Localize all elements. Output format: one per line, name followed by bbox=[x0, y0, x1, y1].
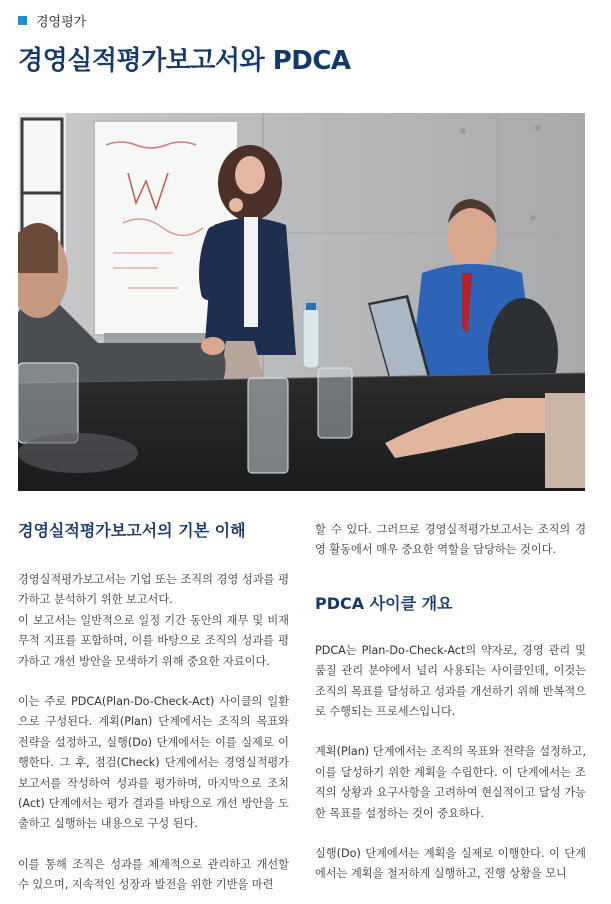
category-label bbox=[18, 11, 86, 30]
category-marker-icon bbox=[18, 16, 27, 25]
section-heading-basics: 경영실적평가보고서의 기본 이해 bbox=[18, 521, 246, 540]
paragraph: 이를 통해 조직은 성과를 체계적으로 관리하고 개선할 수 있으며, 지속적인 성장과 발전을 위한 기반을 마련 bbox=[18, 857, 289, 892]
section-heading-pdca: PDCA 사이클 개요 bbox=[315, 593, 453, 613]
paragraph: PDCA는 Plan-Do-Check-Act의 약자로, 경영 관리 및 품질 관리 분야에서 널리 사용되는 사이클인데, 이것는 조직의 목표를 달성하고 성과를 개선하기 위해 반복적으로 수행되는 프로세스입니다. bbox=[315, 643, 586, 719]
paragraph: 할 수 있다. 그러므로 경영실적평가보고서는 조직의 경영 활동에서 매우 중요한 역할을 담당하는 것이다. bbox=[315, 523, 586, 557]
paragraph: 이는 주로 PDCA(Plan-Do-Check-Act) 사이클의 일환으로 구성된다. 계획(Plan) 단계에서는 조직의 목표와 전략을 설정하고, 실행(Do) 단계에서는 이를 실제로 이행한다. 그 후, 점검(Check) 단계에서는 경영실적평가보고서를 작성하여 성과를 평가하며, 마지막으로 조치(Act) 단계에서는 평가 결과를 바탕으로 개선 방안을 도출하고 실행하는 내용으로 구성 된다. bbox=[18, 695, 289, 831]
category-text: 경영평가 bbox=[36, 15, 87, 30]
page-title: 경영실적평가보고서와 PDCA bbox=[18, 46, 351, 76]
paragraph: 실행(Do) 단계에서는 계획을 실제로 이행한다. 이 단계에서는 계획을 철저하게 실행하고, 진행 상황을 모니 bbox=[315, 847, 586, 881]
paragraph: 경영실적평가보고서는 기업 또는 조직의 경영 성과를 평가하고 분석하기 위한 보고서다. 이 보고서는 일반적으로 일정 기간 동안의 재무 및 비재무적 지표를 포함하며, 이를 바탕으로 조직의 성과를 평가하고 개선 방안을 모색하기 위해 중요한 자료이다. bbox=[18, 573, 289, 668]
paragraph: 계획(Plan) 단계에서는 조직의 목표와 전략을 설정하고, 이를 달성하기 위한 계획을 수립한다. 이 단계에서는 조직의 상황과 요구사항을 고려하여 현실적이고 달성 가능한 목표를 설정하는 것이 중요하다. bbox=[315, 745, 586, 820]
left-column bbox=[18, 520, 289, 896]
meeting-photo bbox=[18, 113, 585, 491]
right-column bbox=[315, 520, 586, 885]
